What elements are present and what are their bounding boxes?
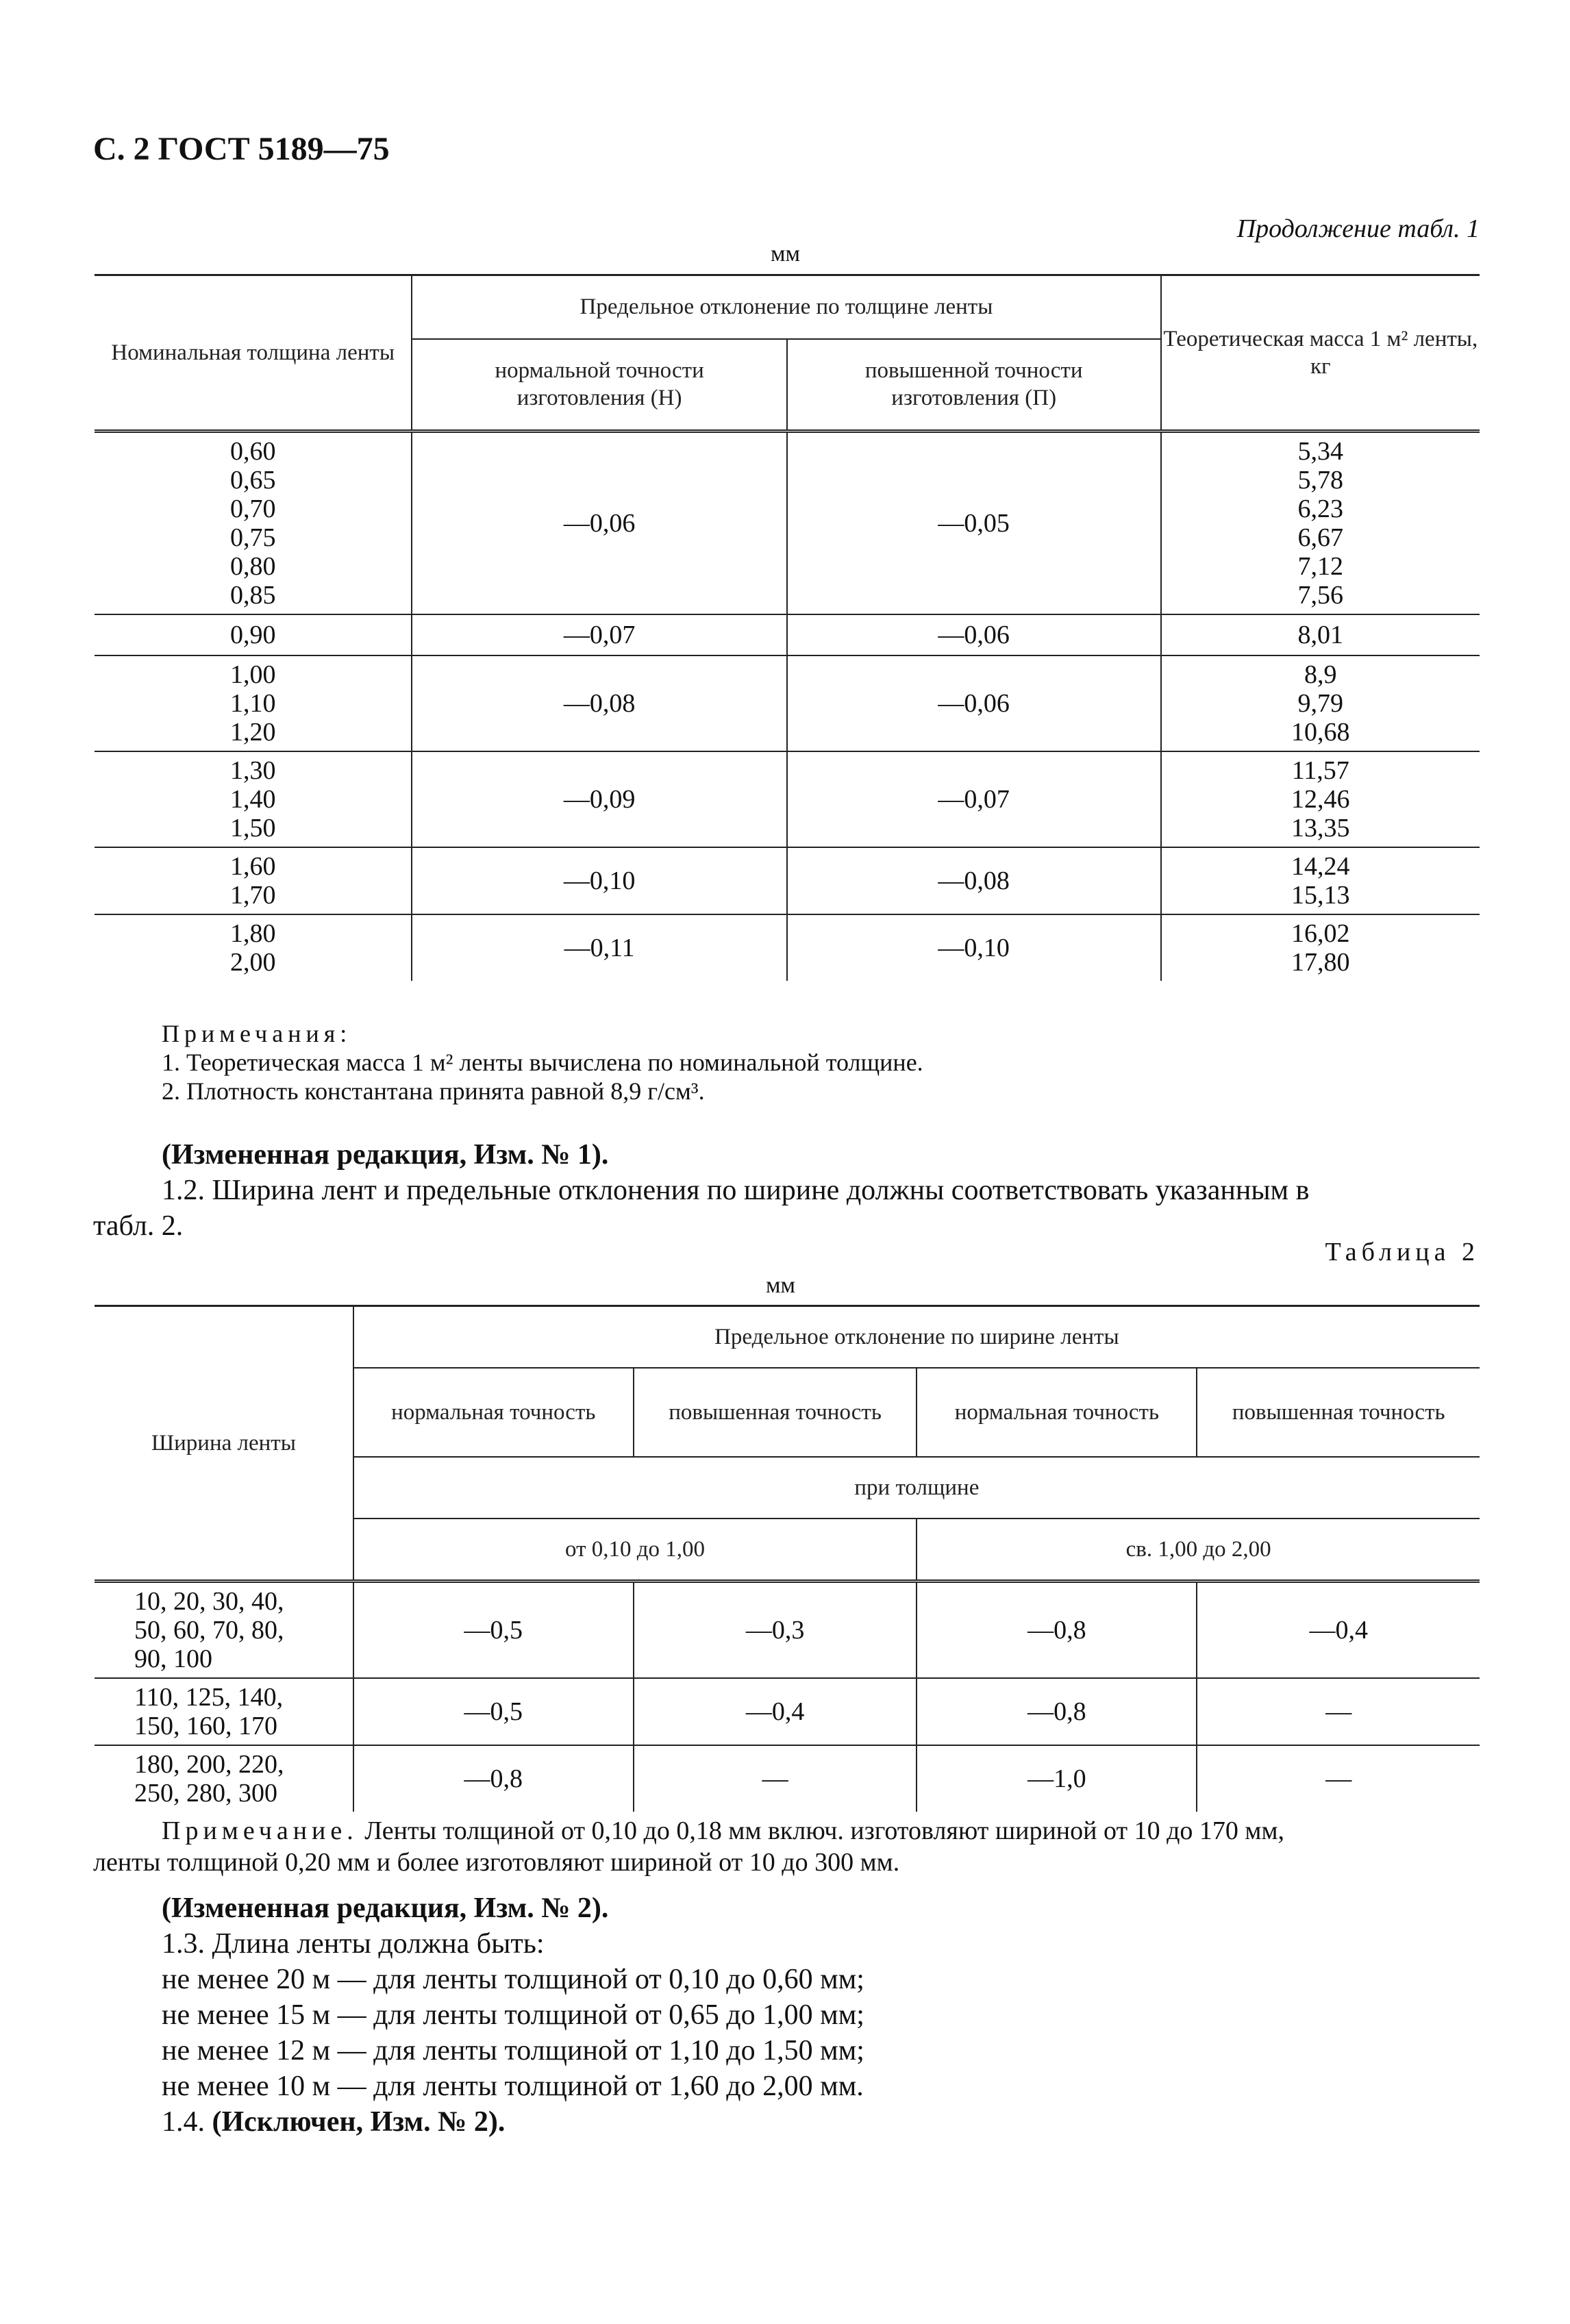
- paragraph-1-4-text: (Исключен, Изм. № 2).: [212, 2106, 506, 2138]
- t1-mass-value: 15,13: [1291, 881, 1350, 910]
- paragraph-1-3: [162, 1926, 864, 2140]
- t1-thickness-value: 1,10: [229, 689, 276, 718]
- table1-notes-title: Примечания:: [162, 1020, 352, 1047]
- table2-note-line1: Ленты толщиной от 0,10 до 0,18 мм включ. изготовляют шириной от 10 до 170 мм,: [364, 1816, 1285, 1845]
- t2-deviation-value: —0,5: [353, 1582, 634, 1679]
- t1-normal-deviation: —0,06: [412, 432, 786, 615]
- t2-width-value: 110, 125, 140,: [134, 1683, 284, 1712]
- t1-thickness-cell: [95, 614, 412, 655]
- t2-deviation-value: —: [634, 1745, 917, 1812]
- t1-thickness-value: 1,40: [229, 785, 276, 814]
- table2-note-line2: ленты толщиной 0,20 мм и более изготовляют шириной от 10 до 300 мм.: [93, 1848, 900, 1877]
- t1-mass-value: 12,46: [1291, 785, 1350, 814]
- t2-deviation-value: —: [1197, 1745, 1480, 1812]
- t1-increased-deviation: —0,08: [787, 847, 1161, 914]
- t2-header-normal-2: нормальная точность: [917, 1368, 1197, 1457]
- edit-note-2: (Измененная редакция, Изм. № 2).: [162, 1892, 609, 1924]
- t1-mass-value: 5,34: [1297, 437, 1344, 466]
- t2-deviation-value: —0,8: [917, 1678, 1197, 1745]
- t2-header-range-1: от 0,10 до 1,00: [353, 1519, 917, 1582]
- t1-mass-value: 13,35: [1291, 814, 1350, 842]
- t1-increased-deviation: —0,07: [787, 751, 1161, 847]
- table-row: [95, 655, 1480, 751]
- t1-mass-value: 8,01: [1297, 621, 1344, 649]
- t1-mass-cell: [1161, 914, 1480, 981]
- t1-mass-value: 14,24: [1291, 852, 1350, 881]
- t2-width-value: 250, 280, 300: [134, 1779, 277, 1808]
- t2-header-width: Ширина ленты: [95, 1306, 353, 1582]
- t2-header-increased-2: повышенная точность: [1197, 1368, 1480, 1457]
- t2-deviation-value: —0,4: [1197, 1582, 1480, 1679]
- t2-width-value: 180, 200, 220,: [134, 1750, 284, 1779]
- t1-thickness-cell: [95, 655, 412, 751]
- t1-thickness-cell: [95, 751, 412, 847]
- t2-header-increased-1: повышенная точность: [634, 1368, 917, 1457]
- t1-mass-value: 9,79: [1297, 689, 1344, 718]
- t1-normal-deviation: —0,08: [412, 655, 786, 751]
- table1-notes: [162, 1019, 923, 1105]
- t1-thickness-value: 1,50: [229, 814, 276, 842]
- t2-width-cell: [95, 1745, 353, 1812]
- t2-width-value: 150, 160, 170: [134, 1712, 277, 1740]
- table1-unit: мм: [771, 241, 801, 266]
- t1-header-increased: повышенной точности изготовления (П): [787, 339, 1161, 432]
- table-row: [95, 432, 1480, 615]
- paragraph-1-3-title: 1.3. Длина ленты должна быть:: [162, 1928, 545, 1960]
- page-header: С. 2 ГОСТ 5189—75: [93, 131, 390, 167]
- t1-thickness-value: 0,90: [229, 621, 276, 649]
- table2: [95, 1305, 1480, 1812]
- t1-thickness-value: 1,00: [229, 660, 276, 689]
- t1-mass-cell: [1161, 432, 1480, 615]
- t1-mass-cell: [1161, 847, 1480, 914]
- t1-thickness-value: 0,75: [229, 523, 276, 552]
- t1-thickness-cell: [95, 914, 412, 981]
- t1-mass-cell: [1161, 655, 1480, 751]
- t1-header-mass: Теоретическая масса 1 м² ленты, кг: [1161, 275, 1480, 432]
- t2-header-deviation: Предельное отклонение по ширине ленты: [353, 1306, 1480, 1369]
- t1-header-deviation: Предельное отклонение по толщине ленты: [412, 275, 1160, 339]
- table-row: [95, 751, 1480, 847]
- t1-mass-value: 11,57: [1291, 756, 1349, 785]
- t1-thickness-value: 0,70: [229, 495, 276, 523]
- table-row: [95, 614, 1480, 655]
- t1-mass-value: 10,68: [1291, 718, 1350, 747]
- paragraph-1-2-line1: 1.2. Ширина лент и предельные отклонения по ширине должны соответствовать указанным в: [162, 1175, 1310, 1206]
- t1-thickness-value: 1,30: [229, 756, 276, 785]
- t1-increased-deviation: —0,10: [787, 914, 1161, 981]
- t1-header-normal: нормальной точности изготовления (Н): [412, 339, 786, 432]
- table1-note-1: 1. Теоретическая масса 1 м² ленты вычислена по номинальной толщине.: [162, 1049, 923, 1076]
- t1-mass-value: 16,02: [1291, 919, 1350, 948]
- table1-continuation-label: Продолжение табл. 1: [1236, 214, 1480, 243]
- t1-mass-value: 5,78: [1297, 466, 1344, 495]
- length-requirement-2: не менее 15 м — для ленты толщиной от 0,65 до 1,00 мм;: [162, 1999, 864, 2031]
- t1-thickness-value: 0,65: [229, 466, 276, 495]
- t1-thickness-value: 0,80: [229, 552, 276, 581]
- length-requirement-4: не менее 10 м — для ленты толщиной от 1,60 до 2,00 мм.: [162, 2071, 864, 2102]
- t1-thickness-cell: [95, 847, 412, 914]
- t1-normal-deviation: —0,07: [412, 614, 786, 655]
- t2-header-range-2: св. 1,00 до 2,00: [917, 1519, 1480, 1582]
- table2-note: [93, 1815, 1481, 1878]
- table-row: [95, 1745, 1480, 1812]
- t2-deviation-value: —1,0: [917, 1745, 1197, 1812]
- t1-normal-deviation: —0,09: [412, 751, 786, 847]
- t1-thickness-value: 1,20: [229, 718, 276, 747]
- t2-width-cell: [95, 1582, 353, 1679]
- t1-mass-cell: [1161, 751, 1480, 847]
- t1-thickness-value: 1,80: [229, 919, 276, 948]
- t1-mass-cell: [1161, 614, 1480, 655]
- t2-deviation-value: —: [1197, 1678, 1480, 1745]
- t1-mass-value: 7,56: [1297, 581, 1344, 610]
- length-requirement-3: не менее 12 м — для ленты толщиной от 1,10 до 1,50 мм;: [162, 2035, 864, 2066]
- t1-thickness-value: 0,60: [229, 437, 276, 466]
- table2-note-label: Примечание.: [162, 1816, 358, 1845]
- table-row: [95, 847, 1480, 914]
- t1-increased-deviation: —0,05: [787, 432, 1161, 615]
- t1-mass-value: 8,9: [1304, 660, 1337, 689]
- table2-title: Таблица 2: [1325, 1238, 1480, 1266]
- t1-normal-deviation: —0,11: [412, 914, 786, 981]
- paragraph-1-4-num: 1.4.: [162, 2106, 205, 2138]
- t1-mass-value: 7,12: [1297, 552, 1344, 581]
- t2-deviation-value: —0,3: [634, 1582, 917, 1679]
- t2-deviation-value: —0,8: [917, 1582, 1197, 1679]
- t1-thickness-cell: [95, 432, 412, 615]
- table1: [95, 274, 1480, 981]
- t2-header-normal-1: нормальная точность: [353, 1368, 634, 1457]
- t1-thickness-value: 1,70: [229, 881, 276, 910]
- t2-width-value: 10, 20, 30, 40,: [134, 1587, 284, 1616]
- table2-unit: мм: [766, 1273, 796, 1298]
- paragraph-1-2-line2: табл. 2.: [93, 1210, 184, 1242]
- table-row: [95, 1678, 1480, 1745]
- t2-width-value: 90, 100: [134, 1645, 212, 1673]
- t1-normal-deviation: —0,10: [412, 847, 786, 914]
- t1-thickness-value: 2,00: [229, 948, 276, 977]
- length-requirement-1: не менее 20 м — для ленты толщиной от 0,10 до 0,60 мм;: [162, 1964, 864, 1995]
- t1-mass-value: 6,67: [1297, 523, 1344, 552]
- t2-deviation-value: —0,8: [353, 1745, 634, 1812]
- table-row: [95, 914, 1480, 981]
- t1-mass-value: 17,80: [1291, 948, 1350, 977]
- table-row: [95, 1582, 1480, 1679]
- t1-thickness-value: 0,85: [229, 581, 276, 610]
- edit-note-1: (Измененная редакция, Изм. № 1).: [162, 1139, 609, 1171]
- t1-header-thickness: Номинальная толщина ленты: [95, 275, 412, 432]
- t1-mass-value: 6,23: [1297, 495, 1344, 523]
- t2-deviation-value: —0,5: [353, 1678, 634, 1745]
- t2-width-cell: [95, 1678, 353, 1745]
- t1-increased-deviation: —0,06: [787, 614, 1161, 655]
- t1-thickness-value: 1,60: [229, 852, 276, 881]
- t2-width-value: 50, 60, 70, 80,: [134, 1616, 284, 1645]
- t1-increased-deviation: —0,06: [787, 655, 1161, 751]
- table1-note-2: 2. Плотность константана принята равной 8,9 г/см³.: [162, 1077, 705, 1105]
- t2-deviation-value: —0,4: [634, 1678, 917, 1745]
- t2-header-thickness: при толщине: [353, 1457, 1480, 1519]
